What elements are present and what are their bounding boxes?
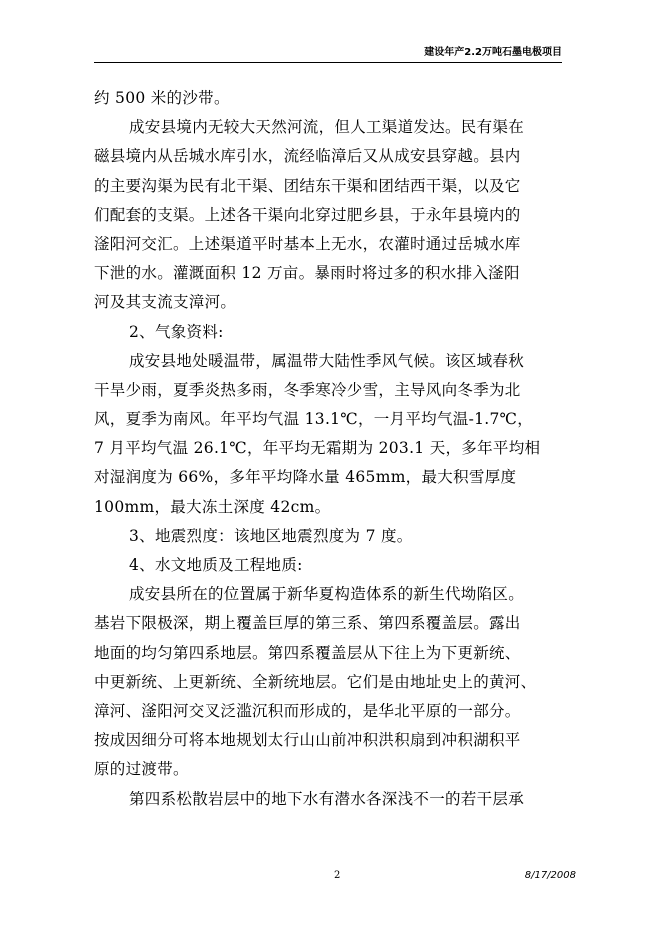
text-line: 3、地震烈度：该地区地震烈度为 7 度。 [129, 526, 413, 545]
page-number: 2 [334, 870, 341, 881]
text-line: 第四系松散岩层中的地下水有潜水各深浅不一的若干层承 [129, 789, 525, 808]
text-line: 滏阳河交汇。上述渠道平时基本上无水，农灌时通过岳城水库 [94, 234, 521, 253]
text-line: 成安县所在的位置属于新华夏构造体系的新生代坳陷区。 [129, 585, 525, 604]
text-line: 成安县境内无较大天然河流，但人工渠道发达。民有渠在 [129, 118, 525, 137]
document-body [94, 84, 586, 814]
text-line: 约 500 米的沙带。 [94, 89, 230, 107]
text-line: 2、气象资料: [129, 322, 224, 341]
text-line: 漳河、滏阳河交叉泛滥沉积而形成的，是华北平原的一部分。 [94, 701, 521, 720]
text-line: 4、水文地质及工程地质: [129, 556, 303, 574]
header-title: 建设年产2.2万吨石墨电极项目 [424, 47, 562, 58]
text-line: 基岩下限极深，期上覆盖巨厚的第三系、第四系覆盖层。露出 [94, 614, 521, 633]
text-line: 7 月平均气温 26.1℃，年平均无霜期为 203.1 天，多年平均相 [94, 439, 541, 458]
footer-date: 8/17/2008 [524, 870, 576, 881]
text-line: 风，夏季为南风。年平均气温 13.1℃，一月平均气温-1.7℃， [94, 410, 534, 429]
text-line: 干旱少雨，夏季炎热多雨，冬季寒冷少雪，主导风向冬季为北 [94, 380, 521, 399]
text-line: 下泄的水。灌溉面积 12 万亩。暴雨时将过多的积水排入滏阳 [94, 264, 520, 283]
page-header [94, 46, 562, 63]
text-line: 100mm，最大冻土深度 42cm。 [94, 497, 331, 516]
text-line: 河及其支流支漳河。 [94, 293, 237, 312]
text-line: 们配套的支渠。上述各干渠向北穿过肥乡县，于永年县境内的 [94, 205, 521, 224]
text-line: 磁县境内从岳城水库引水，流经临漳后又从成安县穿越。县内 [94, 147, 521, 166]
text-line: 按成因细分可将本地规划太行山山前冲积洪积扇到冲积湖积平 [94, 731, 521, 750]
text-line: 成安县地处暖温带，属温带大陆性季风气候。该区域春秋 [129, 351, 525, 370]
text-line: 对湿润度为 66%，多年平均降水量 465mm，最大积雪厚度 [94, 468, 517, 487]
text-line: 原的过渡带。 [94, 760, 189, 779]
text-line: 地面的均匀第四系地层。第四系覆盖层从下往上为下更新统、 [94, 643, 521, 662]
text-line: 的主要沟渠为民有北干渠、团结东干渠和团结西干渠，以及它 [94, 176, 521, 195]
text-line: 中更新统、上更新统、全新统地层。它们是由地址史上的黄河、 [94, 672, 537, 691]
